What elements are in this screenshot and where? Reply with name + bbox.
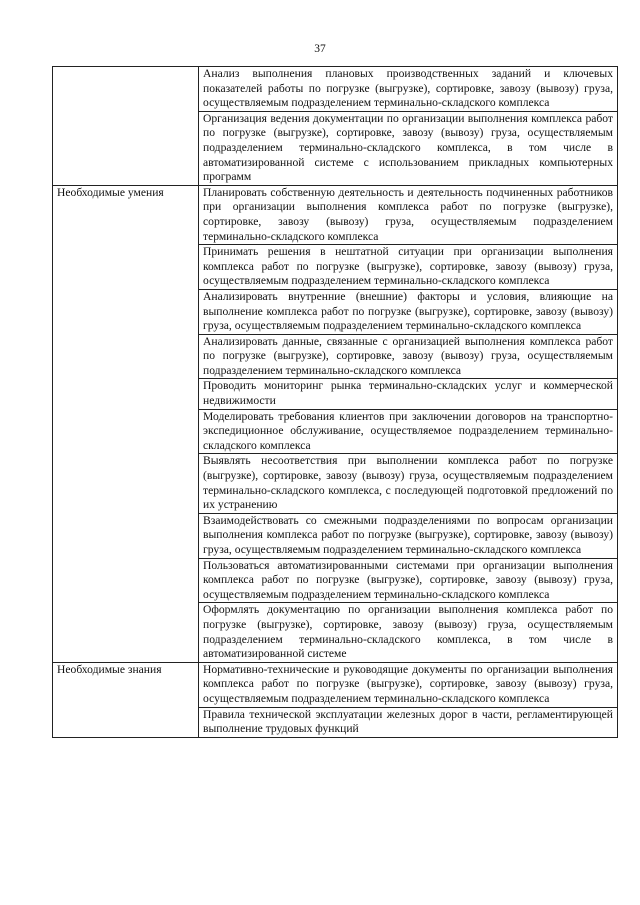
- table-cell: Нормативно-технические и руководящие документы по организации выполнения комплекса работ по погрузке (выгрузке), сортировке, завозу (вывозу) груза, осуществляемым подразделением терминально-складского комплекса: [199, 662, 618, 707]
- section-label: [53, 67, 199, 186]
- table-row: [53, 67, 618, 112]
- table-cell: Оформлять документацию по организации выполнения комплекса работ по погрузке (выгрузке), сортировке, завозу (вывозу) груза, осуществляемым подразделением терминально-складского комплекса, в том числе в автоматизированной системе: [199, 603, 618, 662]
- table-cell: Пользоваться автоматизированными системами при организации выполнения комплекса работ по погрузке (выгрузке), сортировке, завозу (вывозу) груза, осуществляемым подразделением терминально-складского комплекса: [199, 558, 618, 603]
- requirements-table-body: [53, 67, 618, 738]
- table-cell: Анализ выполнения плановых производственных заданий и ключевых показателей работы по погрузке (выгрузке), сортировке, завозу (вывозу) груза, осуществляемым подразделением терминально-складского комплекса: [199, 67, 618, 112]
- table-cell: Принимать решения в нештатной ситуации при организации выполнения комплекса работ по погрузке (выгрузке), сортировке, завозу (вывозу) груза, осуществляемым подразделением терминально-складского комплекса: [199, 245, 618, 290]
- requirements-table: [52, 66, 618, 738]
- table-cell: Правила технической эксплуатации железных дорог в части, регламентирующей выполнение трудовых функций: [199, 707, 618, 737]
- table-cell: Взаимодействовать со смежными подразделениями по вопросам организации выполнения комплекса работ по погрузке (выгрузке), сортировке, завозу (вывозу) груза, осуществляемым подразделением терминально-складского комплекса: [199, 513, 618, 558]
- table-cell: Моделировать требования клиентов при заключении договоров на транспортно-экспедиционное обслуживание, осуществляемое подразделением терминально-складского комплекса: [199, 409, 618, 454]
- table-cell: Анализировать данные, связанные с организацией выполнения комплекса работ по погрузке (выгрузке), сортировке, завозу (вывозу) груза, осуществляемым подразделением терминально-складского комплекса: [199, 334, 618, 379]
- table-cell: Проводить мониторинг рынка терминально-складских услуг и коммерческой недвижимости: [199, 379, 618, 409]
- table-cell: Анализировать внутренние (внешние) факторы и условия, влияющие на выполнение комплекса работ по погрузке (выгрузке), сортировке, завозу (вывозу) груза, осуществляемым подразделением терминально-складского комплекса: [199, 289, 618, 334]
- table-cell: Планировать собственную деятельность и деятельность подчиненных работников при организации выполнения комплекса работ по погрузке (выгрузке), сортировке, завозу (вывозу) груза, осуществляемым подразделением терминально-складского комплекса: [199, 185, 618, 244]
- table-row: [53, 662, 618, 707]
- table-cell: Выявлять несоответствия при выполнении комплекса работ по погрузке (выгрузке), сортировке, завозу (вывозу) груза, осуществляемым подразделением терминально-складского комплекса, с последующей подготовкой предложений по их устранению: [199, 454, 618, 513]
- table-row: [53, 185, 618, 244]
- table-cell: Организация ведения документации по организации выполнения комплекса работ по погрузке (выгрузке), сортировке, завозу (вывозу) груза, осуществляемым подразделением терминально-складского комплекса, в том числе в автоматизированной системе с использованием прикладных компьютерных программ: [199, 111, 618, 185]
- page-number: 37: [314, 43, 326, 55]
- section-label: Необходимые умения: [53, 185, 199, 662]
- section-label: Необходимые знания: [53, 662, 199, 737]
